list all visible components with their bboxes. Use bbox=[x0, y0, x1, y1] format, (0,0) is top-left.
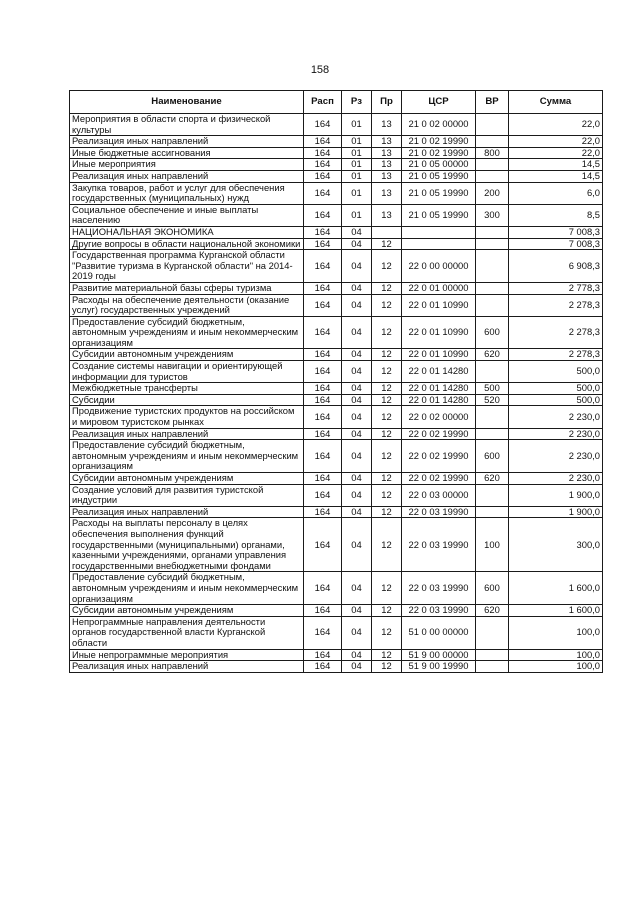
cell-rasp: 164 bbox=[304, 114, 342, 136]
cell-pr: 12 bbox=[372, 361, 402, 383]
cell-vr bbox=[476, 226, 509, 238]
cell-sum: 2 230,0 bbox=[509, 473, 603, 485]
table-body bbox=[70, 114, 603, 673]
cell-vr: 200 bbox=[476, 182, 509, 204]
cell-name: Расходы на обеспечение деятельности (оказание услуг) государственных учреждений bbox=[70, 294, 304, 316]
cell-name: Предоставление субсидий бюджетным, автономным учреждениям и иным некоммерческим организациям bbox=[70, 316, 304, 349]
cell-csr: 21 0 02 00000 bbox=[402, 114, 476, 136]
cell-pr: 12 bbox=[372, 294, 402, 316]
cell-name: Иные мероприятия bbox=[70, 159, 304, 171]
cell-csr: 22 0 02 00000 bbox=[402, 406, 476, 428]
cell-pr: 12 bbox=[372, 473, 402, 485]
cell-rz: 04 bbox=[342, 484, 372, 506]
cell-rasp: 164 bbox=[304, 282, 342, 294]
cell-name: Другие вопросы в области национальной экономики bbox=[70, 238, 304, 250]
cell-csr: 22 0 03 19990 bbox=[402, 518, 476, 572]
header-sum: Сумма bbox=[509, 91, 603, 114]
table-row bbox=[70, 484, 603, 506]
cell-csr: 51 9 00 19990 bbox=[402, 661, 476, 673]
budget-table bbox=[69, 90, 603, 673]
cell-rasp: 164 bbox=[304, 147, 342, 159]
table-row bbox=[70, 250, 603, 283]
cell-name: Реализация иных направлений bbox=[70, 661, 304, 673]
cell-vr bbox=[476, 250, 509, 283]
cell-name: Государственная программа Курганской области "Развитие туризма в Курганской области" на 2014-2019 годы bbox=[70, 250, 304, 283]
cell-pr: 12 bbox=[372, 406, 402, 428]
cell-rasp: 164 bbox=[304, 506, 342, 518]
cell-sum: 500,0 bbox=[509, 383, 603, 395]
cell-sum: 2 230,0 bbox=[509, 440, 603, 473]
cell-pr: 12 bbox=[372, 428, 402, 440]
cell-rasp: 164 bbox=[304, 473, 342, 485]
cell-rasp: 164 bbox=[304, 649, 342, 661]
cell-pr: 12 bbox=[372, 572, 402, 605]
cell-sum: 300,0 bbox=[509, 518, 603, 572]
cell-vr: 620 bbox=[476, 605, 509, 617]
cell-pr: 12 bbox=[372, 349, 402, 361]
cell-sum: 22,0 bbox=[509, 147, 603, 159]
cell-vr bbox=[476, 282, 509, 294]
cell-sum: 100,0 bbox=[509, 649, 603, 661]
header-rasp: Расп bbox=[304, 91, 342, 114]
cell-vr: 620 bbox=[476, 473, 509, 485]
cell-name: Реализация иных направлений bbox=[70, 428, 304, 440]
header-csr: ЦСР bbox=[402, 91, 476, 114]
cell-pr: 12 bbox=[372, 250, 402, 283]
cell-rasp: 164 bbox=[304, 484, 342, 506]
cell-vr bbox=[476, 506, 509, 518]
cell-sum: 22,0 bbox=[509, 114, 603, 136]
cell-vr: 520 bbox=[476, 394, 509, 406]
cell-vr: 600 bbox=[476, 316, 509, 349]
cell-csr: 51 0 00 00000 bbox=[402, 616, 476, 649]
cell-rasp: 164 bbox=[304, 250, 342, 283]
cell-rz: 04 bbox=[342, 316, 372, 349]
cell-csr: 21 0 02 19990 bbox=[402, 147, 476, 159]
cell-pr: 12 bbox=[372, 616, 402, 649]
cell-pr: 13 bbox=[372, 114, 402, 136]
cell-name: Реализация иных направлений bbox=[70, 170, 304, 182]
cell-rasp: 164 bbox=[304, 440, 342, 473]
cell-sum: 14,5 bbox=[509, 170, 603, 182]
cell-name: Субсидии автономным учреждениям bbox=[70, 605, 304, 617]
table-row bbox=[70, 238, 603, 250]
cell-rz: 04 bbox=[342, 605, 372, 617]
cell-csr: 22 0 01 10990 bbox=[402, 294, 476, 316]
cell-sum: 2 230,0 bbox=[509, 428, 603, 440]
cell-pr: 12 bbox=[372, 383, 402, 395]
cell-sum: 22,0 bbox=[509, 136, 603, 148]
cell-pr: 13 bbox=[372, 136, 402, 148]
header-rz: Рз bbox=[342, 91, 372, 114]
table-header-row bbox=[70, 91, 603, 114]
cell-rz: 04 bbox=[342, 226, 372, 238]
table-row bbox=[70, 114, 603, 136]
cell-pr: 12 bbox=[372, 238, 402, 250]
cell-csr: 22 0 01 14280 bbox=[402, 361, 476, 383]
cell-sum: 7 008,3 bbox=[509, 226, 603, 238]
cell-sum: 14,5 bbox=[509, 159, 603, 171]
table-row bbox=[70, 605, 603, 617]
cell-sum: 500,0 bbox=[509, 361, 603, 383]
cell-rz: 01 bbox=[342, 136, 372, 148]
cell-pr: 12 bbox=[372, 484, 402, 506]
cell-rz: 01 bbox=[342, 114, 372, 136]
cell-csr bbox=[402, 238, 476, 250]
cell-name: НАЦИОНАЛЬНАЯ ЭКОНОМИКА bbox=[70, 226, 304, 238]
table-row bbox=[70, 572, 603, 605]
header-pr: Пр bbox=[372, 91, 402, 114]
cell-csr: 21 0 05 19990 bbox=[402, 204, 476, 226]
cell-rz: 04 bbox=[342, 361, 372, 383]
cell-csr: 22 0 03 19990 bbox=[402, 572, 476, 605]
cell-vr bbox=[476, 616, 509, 649]
cell-rz: 04 bbox=[342, 383, 372, 395]
cell-name: Предоставление субсидий бюджетным, автономным учреждениям и иным некоммерческим организациям bbox=[70, 572, 304, 605]
cell-rz: 04 bbox=[342, 440, 372, 473]
table-row bbox=[70, 616, 603, 649]
cell-csr: 21 0 05 00000 bbox=[402, 159, 476, 171]
cell-vr: 800 bbox=[476, 147, 509, 159]
cell-rasp: 164 bbox=[304, 518, 342, 572]
cell-sum: 7 008,3 bbox=[509, 238, 603, 250]
cell-rasp: 164 bbox=[304, 349, 342, 361]
cell-rz: 01 bbox=[342, 147, 372, 159]
cell-pr: 12 bbox=[372, 518, 402, 572]
cell-csr: 22 0 02 19990 bbox=[402, 473, 476, 485]
cell-vr bbox=[476, 114, 509, 136]
cell-rz: 01 bbox=[342, 159, 372, 171]
cell-sum: 2 278,3 bbox=[509, 349, 603, 361]
cell-rz: 04 bbox=[342, 649, 372, 661]
cell-name: Субсидии bbox=[70, 394, 304, 406]
cell-rz: 01 bbox=[342, 170, 372, 182]
cell-sum: 1 600,0 bbox=[509, 572, 603, 605]
cell-name: Мероприятия в области спорта и физической культуры bbox=[70, 114, 304, 136]
cell-rz: 04 bbox=[342, 394, 372, 406]
cell-name: Предоставление субсидий бюджетным, автономным учреждениям и иным некоммерческим организациям bbox=[70, 440, 304, 473]
cell-sum: 6,0 bbox=[509, 182, 603, 204]
cell-pr: 12 bbox=[372, 661, 402, 673]
cell-csr: 22 0 01 10990 bbox=[402, 349, 476, 361]
cell-name: Создание условий для развития туристской индустрии bbox=[70, 484, 304, 506]
cell-vr bbox=[476, 428, 509, 440]
cell-vr: 100 bbox=[476, 518, 509, 572]
cell-vr: 500 bbox=[476, 383, 509, 395]
cell-vr: 620 bbox=[476, 349, 509, 361]
table-row bbox=[70, 349, 603, 361]
cell-name: Субсидии автономным учреждениям bbox=[70, 473, 304, 485]
cell-rz: 04 bbox=[342, 661, 372, 673]
cell-rasp: 164 bbox=[304, 238, 342, 250]
cell-rasp: 164 bbox=[304, 204, 342, 226]
cell-rz: 01 bbox=[342, 204, 372, 226]
cell-csr bbox=[402, 226, 476, 238]
cell-rasp: 164 bbox=[304, 661, 342, 673]
cell-rz: 04 bbox=[342, 572, 372, 605]
cell-csr: 51 9 00 00000 bbox=[402, 649, 476, 661]
cell-csr: 22 0 01 00000 bbox=[402, 282, 476, 294]
cell-pr: 13 bbox=[372, 147, 402, 159]
cell-pr: 12 bbox=[372, 440, 402, 473]
cell-rasp: 164 bbox=[304, 406, 342, 428]
cell-rz: 04 bbox=[342, 349, 372, 361]
cell-csr: 22 0 03 19990 bbox=[402, 506, 476, 518]
cell-pr: 13 bbox=[372, 182, 402, 204]
cell-rz: 04 bbox=[342, 616, 372, 649]
cell-vr bbox=[476, 136, 509, 148]
cell-rz: 04 bbox=[342, 238, 372, 250]
cell-rasp: 164 bbox=[304, 316, 342, 349]
cell-rasp: 164 bbox=[304, 361, 342, 383]
table-row bbox=[70, 394, 603, 406]
table-row bbox=[70, 361, 603, 383]
cell-vr bbox=[476, 649, 509, 661]
cell-name: Межбюджетные трансферты bbox=[70, 383, 304, 395]
cell-rasp: 164 bbox=[304, 383, 342, 395]
cell-pr: 13 bbox=[372, 204, 402, 226]
cell-rz: 01 bbox=[342, 182, 372, 204]
cell-csr: 22 0 01 10990 bbox=[402, 316, 476, 349]
cell-pr: 12 bbox=[372, 316, 402, 349]
cell-sum: 2 778,3 bbox=[509, 282, 603, 294]
header-name: Наименование bbox=[70, 91, 304, 114]
table-row bbox=[70, 406, 603, 428]
cell-name: Субсидии автономным учреждениям bbox=[70, 349, 304, 361]
cell-pr: 12 bbox=[372, 506, 402, 518]
cell-csr: 22 0 03 00000 bbox=[402, 484, 476, 506]
cell-csr: 22 0 00 00000 bbox=[402, 250, 476, 283]
cell-sum: 100,0 bbox=[509, 616, 603, 649]
cell-vr: 300 bbox=[476, 204, 509, 226]
table-row bbox=[70, 294, 603, 316]
cell-vr bbox=[476, 661, 509, 673]
cell-csr: 21 0 02 19990 bbox=[402, 136, 476, 148]
cell-sum: 1 600,0 bbox=[509, 605, 603, 617]
cell-csr: 21 0 05 19990 bbox=[402, 170, 476, 182]
cell-name: Развитие материальной базы сферы туризма bbox=[70, 282, 304, 294]
table-row bbox=[70, 383, 603, 395]
table-row bbox=[70, 506, 603, 518]
table-row bbox=[70, 428, 603, 440]
table-row bbox=[70, 159, 603, 171]
cell-pr: 12 bbox=[372, 649, 402, 661]
cell-name: Иные непрограммные мероприятия bbox=[70, 649, 304, 661]
table-row bbox=[70, 170, 603, 182]
table-row bbox=[70, 282, 603, 294]
cell-sum: 8,5 bbox=[509, 204, 603, 226]
cell-pr: 12 bbox=[372, 605, 402, 617]
cell-name: Реализация иных направлений bbox=[70, 506, 304, 518]
cell-sum: 1 900,0 bbox=[509, 506, 603, 518]
cell-rasp: 164 bbox=[304, 394, 342, 406]
cell-sum: 1 900,0 bbox=[509, 484, 603, 506]
table-row bbox=[70, 473, 603, 485]
cell-rz: 04 bbox=[342, 406, 372, 428]
cell-csr: 22 0 01 14280 bbox=[402, 394, 476, 406]
cell-rz: 04 bbox=[342, 506, 372, 518]
cell-pr: 13 bbox=[372, 170, 402, 182]
cell-rasp: 164 bbox=[304, 294, 342, 316]
cell-rz: 04 bbox=[342, 518, 372, 572]
table-row bbox=[70, 440, 603, 473]
cell-vr bbox=[476, 361, 509, 383]
cell-rz: 04 bbox=[342, 294, 372, 316]
cell-rz: 04 bbox=[342, 473, 372, 485]
cell-pr: 12 bbox=[372, 282, 402, 294]
cell-pr bbox=[372, 226, 402, 238]
cell-vr bbox=[476, 159, 509, 171]
cell-sum: 2 278,3 bbox=[509, 294, 603, 316]
cell-vr: 600 bbox=[476, 572, 509, 605]
cell-sum: 2 230,0 bbox=[509, 406, 603, 428]
cell-vr: 600 bbox=[476, 440, 509, 473]
cell-name: Непрограммные направления деятельности органов государственной власти Курганской области bbox=[70, 616, 304, 649]
cell-sum: 500,0 bbox=[509, 394, 603, 406]
table-row bbox=[70, 182, 603, 204]
table-row bbox=[70, 661, 603, 673]
cell-csr: 22 0 02 19990 bbox=[402, 440, 476, 473]
cell-rasp: 164 bbox=[304, 572, 342, 605]
cell-name: Создание системы навигации и ориентирующей информации для туристов bbox=[70, 361, 304, 383]
cell-rz: 04 bbox=[342, 282, 372, 294]
cell-csr: 22 0 03 19990 bbox=[402, 605, 476, 617]
table-row bbox=[70, 226, 603, 238]
cell-name: Социальное обеспечение и иные выплаты населению bbox=[70, 204, 304, 226]
cell-vr bbox=[476, 238, 509, 250]
cell-vr bbox=[476, 406, 509, 428]
cell-name: Иные бюджетные ассигнования bbox=[70, 147, 304, 159]
table-row bbox=[70, 147, 603, 159]
cell-pr: 13 bbox=[372, 159, 402, 171]
cell-vr bbox=[476, 170, 509, 182]
cell-pr: 12 bbox=[372, 394, 402, 406]
cell-csr: 21 0 05 19990 bbox=[402, 182, 476, 204]
cell-name: Расходы на выплаты персоналу в целях обеспечения выполнения функций государственными (муниципальными) органами, казенными учреждениями, органами управления государственными внебюджетными фондами bbox=[70, 518, 304, 572]
table-row bbox=[70, 518, 603, 572]
cell-rasp: 164 bbox=[304, 136, 342, 148]
table-row bbox=[70, 649, 603, 661]
cell-rz: 04 bbox=[342, 428, 372, 440]
cell-name: Реализация иных направлений bbox=[70, 136, 304, 148]
cell-name: Закупка товаров, работ и услуг для обеспечения государственных (муниципальных) нужд bbox=[70, 182, 304, 204]
cell-rasp: 164 bbox=[304, 182, 342, 204]
table-row bbox=[70, 136, 603, 148]
page-number: 158 bbox=[310, 64, 330, 76]
cell-rz: 04 bbox=[342, 250, 372, 283]
cell-vr bbox=[476, 484, 509, 506]
cell-rasp: 164 bbox=[304, 170, 342, 182]
table-row bbox=[70, 204, 603, 226]
header-vr: ВР bbox=[476, 91, 509, 114]
cell-rasp: 164 bbox=[304, 616, 342, 649]
cell-vr bbox=[476, 294, 509, 316]
cell-name: Продвижение туристских продуктов на российском и мировом туристском рынках bbox=[70, 406, 304, 428]
cell-sum: 2 278,3 bbox=[509, 316, 603, 349]
cell-rasp: 164 bbox=[304, 159, 342, 171]
cell-sum: 100,0 bbox=[509, 661, 603, 673]
cell-rasp: 164 bbox=[304, 605, 342, 617]
cell-rasp: 164 bbox=[304, 226, 342, 238]
cell-csr: 22 0 02 19990 bbox=[402, 428, 476, 440]
cell-rasp: 164 bbox=[304, 428, 342, 440]
cell-csr: 22 0 01 14280 bbox=[402, 383, 476, 395]
table-row bbox=[70, 316, 603, 349]
cell-sum: 6 908,3 bbox=[509, 250, 603, 283]
